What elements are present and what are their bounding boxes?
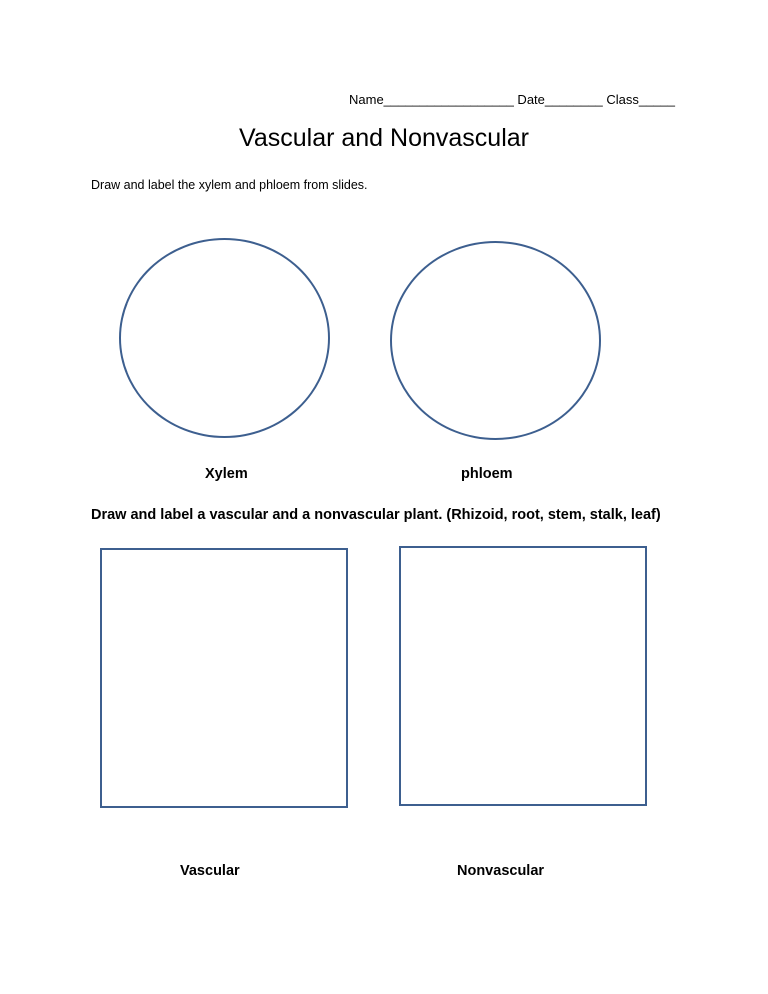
phloem-label: phloem [461,466,513,482]
nonvascular-label: Nonvascular [457,863,545,879]
xylem-label: Xylem [205,466,248,482]
vascular-label: Vascular [180,863,240,879]
nonvascular-drawing-box [399,546,647,806]
vascular-drawing-box [100,548,348,808]
worksheet-title: Vascular and Nonvascular [239,124,529,152]
student-info-line: Name__________________ Date________ Class_____ [349,92,675,107]
xylem-phloem-instruction: Draw and label the xylem and phloem from slides. [91,178,368,192]
xylem-drawing-circle [119,238,330,438]
phloem-drawing-circle [390,241,601,440]
plant-drawing-instruction: Draw and label a vascular and a nonvascular plant. (Rhizoid, root, stem, stalk, leaf) [91,507,661,523]
